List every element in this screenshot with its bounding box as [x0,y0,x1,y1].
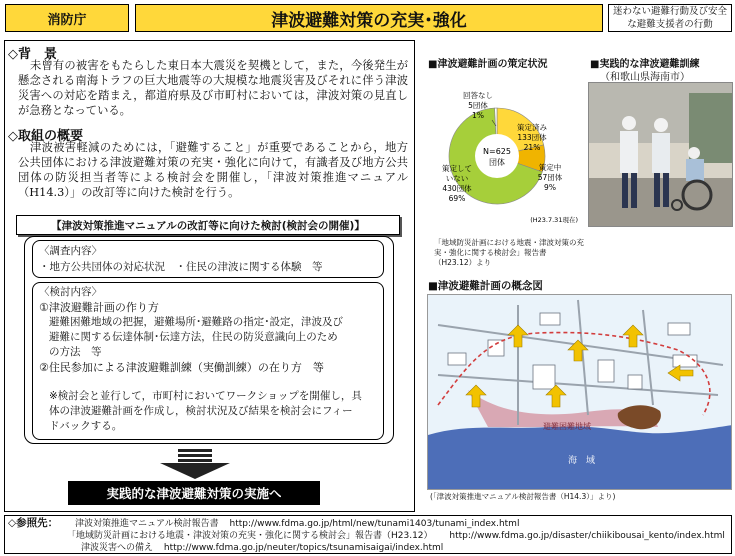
survey-item: ・地方公共団体の対応状況 ・住民の津波に関する体験 等 [39,261,323,273]
reference-link[interactable]: http://www.fdma.go.jp/html/new/tunami1403/tunami_index.html [229,519,520,529]
slice-label-done: 策定済み [517,123,547,132]
difficult-area-label: 避難困難地域 [543,422,591,431]
page-title: 津波避難対策の充実･強化 [135,4,603,32]
chart-date-note: (H23.7.31現在) [530,216,578,224]
drill-heading: ■実践的な津波避難訓練 [590,59,700,70]
concept-heading: ■津波避難計画の概念図 [428,280,543,292]
study-title: 【津波対策推進マニュアルの改訂等に向けた検討(検討会の開催)】 [16,215,400,235]
pie-chart [428,68,586,228]
pie-center-line: N=625 [483,147,511,156]
pie-hole [475,134,519,178]
slice-label-notdone: 策定して [442,164,472,173]
review-note-line: ドバックする。 [49,420,123,432]
page-subtitle: 迷わない避難行動及び安全な避難支援者の行動 [608,4,732,32]
slice-label-notdone: 430団体 [442,184,472,193]
review-item-1-line: 避難に関する伝達体制･伝達方法，住民の防災意識向上のため [49,331,338,343]
review-note-line: 体の津波避難計画を作成し，検討状況及び結果を検討会にフィー [49,405,353,417]
reference-link[interactable]: http://www.fdma.go.jp/disaster/chiikibousai_kento/index.html [449,531,725,541]
reference-title: 「地域防災計画における地震・津波対策の充実・強化に関する検討会」報告書（H23.12） [67,531,433,541]
reference-link[interactable]: http://www.fdma.go.jp/neuter/topics/tsunamisaigai/index.html [163,543,444,553]
overview-heading: ◇取組の概要 [8,129,83,144]
down-arrow-icon [160,449,230,479]
drill-location: （和歌山県海南市） [600,72,690,83]
slice-label-inprogress: 9% [544,183,556,192]
survey-box [32,240,384,278]
slice-label-inprogress: 策定中 [538,163,562,172]
review-item-1-line: の方法 等 [49,346,102,358]
concept-source: (「津波対策推進マニュアル検討報告書（H14.3）」より) [430,492,616,501]
overview-text: 津波被害軽減のためには，「避難すること」が重要であることから，地方公共団体における津波避難対策の充実・強化に向けて，有識者及び地方公共団体の防災担当者等による検討会を開催し，「津波対策推進マニュアル（H14.3）」の改訂等に向けた検討を行う。 [18,141,408,199]
slice-label-done: 133団体 [517,133,547,142]
review-box [32,282,384,440]
reference-item [75,518,730,530]
reference-item [81,542,731,554]
review-item-1-title: ①津波避難計画の作り方 [39,301,159,314]
agency-label: 消防庁 [5,4,129,32]
pie-center-line: 団体 [489,158,505,167]
slice-label-noanswer: 回答なし [463,91,493,100]
slice-label-notdone: いない [445,174,469,183]
slice-label-inprogress: 57団体 [537,173,563,182]
slice-label-noanswer: 1% [472,111,484,120]
concept-map [427,294,732,490]
chart-source-line: 「地域防災計画における地震・津波対策の充実・強化に関する検討会」報告書 [434,238,584,257]
review-note [39,389,377,434]
review-item-1-line: 避難困難地域の把握，避難場所･避難路の指定･設定，津波及び [49,316,343,328]
drill-photo [588,82,733,227]
slice-label-done: 21% [523,143,541,152]
review-item-1-detail [39,315,377,360]
slice-label-noanswer: 5団体 [468,101,488,110]
review-note-line: ※検討会と並行して，市町村においてワークショップを開催し，具 [49,390,362,402]
survey-heading: 〈調査内容〉 [39,245,102,257]
reference-title: 津波対策推進マニュアル検討報告書 [75,519,219,529]
chart-heading: ■津波避難計画の策定状況 [428,59,548,70]
background-text: 未曾有の被害をもたらした東日本大震災を契機として，また，今後発生が懸念される南海トラフの巨大地震等の大規模な地震災害及びそれに伴う津波災害への対応を踏まえ，都道府県及び市町村においては，津波対策の見直しが急務となっている。 [18,59,408,117]
review-item-2-title: ②住民参加による津波避難訓練（実働訓練）の在り方 等 [39,361,324,374]
review-heading: 〈検討内容〉 [39,286,102,298]
reference-item [67,530,732,542]
chart-source-line: （H23.12）より [434,258,492,267]
result-banner: 実践的な津波避難対策の実施へ [68,481,320,505]
slice-label-notdone: 69% [448,194,466,203]
sea-label: 海 域 [568,456,596,466]
background-heading: ◇背 景 [8,47,57,62]
reference-title: 津波災害への備え [81,543,154,553]
references-box [4,515,732,554]
references-label: ◇参照先： [8,517,59,529]
chart-source [434,238,594,268]
